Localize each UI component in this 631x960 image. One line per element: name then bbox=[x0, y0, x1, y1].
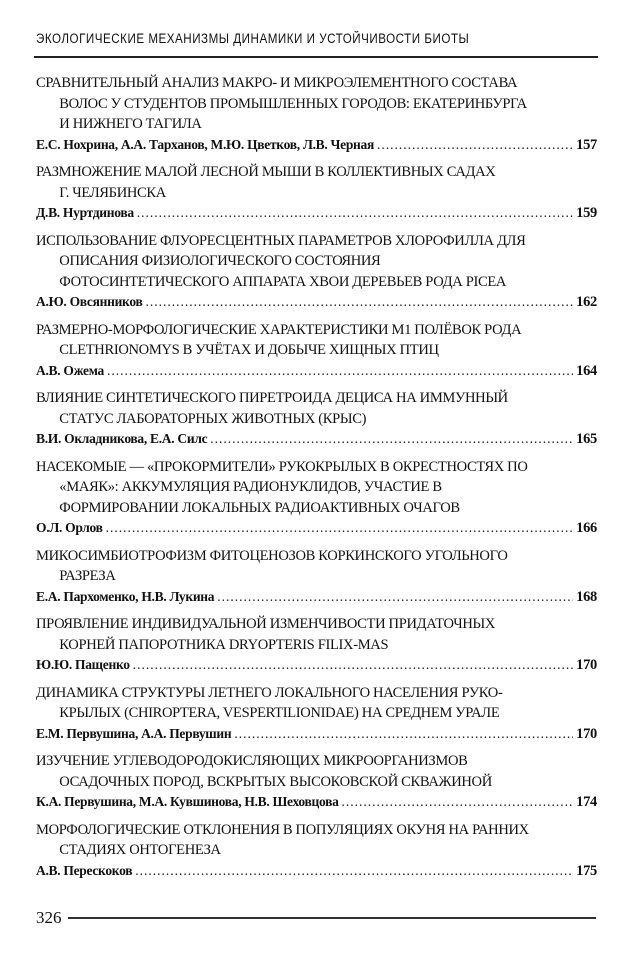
entry-title-line: И НИЖНЕГО ТАГИЛА bbox=[59, 116, 202, 132]
entry-page: 159 bbox=[576, 205, 597, 221]
entry-authors: Д.В. Нуртдинова bbox=[36, 205, 134, 220]
table-of-contents bbox=[36, 73, 597, 888]
entry-title-line: ДИНАМИКА СТРУКТУРЫ ЛЕТНЕГО ЛОКАЛЬНОГО НАСЕЛЕНИЯ РУКО- bbox=[36, 684, 503, 701]
entry-authors: В.И. Окладникова, Е.А. Силс bbox=[36, 431, 208, 446]
toc-entry bbox=[36, 73, 597, 155]
toc-entry bbox=[36, 614, 597, 675]
toc-entry bbox=[36, 546, 597, 607]
dot-leader bbox=[133, 655, 573, 674]
entry-title-line: ИЗУЧЕНИЕ УГЛЕВОДОРОДОКИСЛЯЮЩИХ МИКРООРГАНИЗМОВ bbox=[36, 753, 468, 769]
entry-title-line: РАЗМНОЖЕНИЕ МАЛОЙ ЛЕСНОЙ МЫШИ В КОЛЛЕКТИВНЫХ САДАХ bbox=[36, 164, 496, 180]
entry-authors: О.Л. Орлов bbox=[36, 520, 103, 535]
entry-page: 164 bbox=[576, 362, 597, 379]
header-rule bbox=[34, 56, 598, 58]
entry-title-line: СТАДИЯХ ОНТОГЕНЕЗА bbox=[59, 842, 221, 858]
dot-leader bbox=[107, 361, 573, 380]
entry-page: 157 bbox=[576, 136, 597, 153]
entry-authors: Е.С. Нохрина, А.А. Тарханов, М.Ю. Цветков, Л.В. Черная bbox=[36, 136, 374, 152]
dot-leader bbox=[137, 203, 573, 222]
entry-author-line bbox=[36, 203, 597, 223]
entry-author-line bbox=[36, 292, 597, 312]
entry-authors: А.В. Ожема bbox=[36, 362, 105, 378]
entry-page: 165 bbox=[576, 431, 597, 447]
footer-rule bbox=[68, 917, 597, 919]
dot-leader bbox=[377, 135, 573, 154]
entry-author-line bbox=[36, 135, 597, 155]
entry-author-line bbox=[36, 724, 597, 744]
entry-author-line bbox=[36, 792, 597, 812]
dot-leader bbox=[135, 861, 573, 880]
entry-title-line: ВЛИЯНИЕ СИНТЕТИЧЕСКОГО ПИРЕТРОИДА ДЕЦИСА НА ИММУННЫЙ bbox=[36, 390, 508, 406]
entry-page: 166 bbox=[576, 520, 597, 536]
entry-title-line: СТАТУС ЛАБОРАТОРНЫХ ЖИВОТНЫХ (КРЫС) bbox=[59, 410, 367, 427]
entry-authors: А.Ю. Овсянников bbox=[36, 294, 143, 309]
entry-page: 170 bbox=[576, 657, 597, 673]
dot-leader bbox=[106, 518, 574, 537]
entry-title-line: ОСАДОЧНЫХ ПОРОД, ВСКРЫТЫХ ВЫСОКОВСКОЙ СКВАЖИНОЙ bbox=[59, 773, 492, 790]
dot-leader bbox=[145, 292, 573, 311]
toc-entry bbox=[36, 820, 597, 881]
entry-page: 175 bbox=[576, 862, 597, 879]
entry-author-line bbox=[36, 361, 597, 381]
entry-authors: Е.А. Пархоменко, Н.В. Лукина bbox=[36, 588, 215, 604]
entry-title-line: Г. ЧЕЛЯБИНСКА bbox=[59, 184, 166, 201]
entry-author-line bbox=[36, 861, 597, 881]
toc-entry bbox=[36, 320, 597, 381]
dot-leader bbox=[217, 587, 573, 606]
entry-page: 162 bbox=[576, 294, 597, 310]
entry-title-line: ПРОЯВЛЕНИЕ ИНДИВИДУАЛЬНОЙ ИЗМЕНЧИВОСТИ ПРИДАТОЧНЫХ bbox=[36, 616, 496, 632]
entry-author-line bbox=[36, 655, 597, 675]
entry-title-line: «МАЯК»: АККУМУЛЯЦИЯ РАДИОНУКЛИДОВ, УЧАСТИЕ В bbox=[59, 479, 442, 495]
toc-entry bbox=[36, 162, 597, 223]
dot-leader bbox=[210, 429, 573, 448]
entry-title-line: МОРФОЛОГИЧЕСКИЕ ОТКЛОНЕНИЯ В ПОПУЛЯЦИЯХ ОКУНЯ НА РАННИХ bbox=[36, 821, 529, 838]
dot-leader bbox=[234, 724, 573, 743]
entry-title-line: КОРНЕЙ ПАПОРОТНИКА DRYOPTERIS FILIX-MAS bbox=[59, 636, 389, 653]
running-header: ЭКОЛОГИЧЕСКИЕ МЕХАНИЗМЫ ДИНАМИКИ И УСТОЙЧИВОСТИ БИОТЫ bbox=[36, 31, 470, 46]
entry-authors: А.В. Перескоков bbox=[36, 862, 133, 878]
entry-author-line bbox=[36, 518, 597, 538]
entry-title-line: НАСЕКОМЫЕ — «ПРОКОРМИТЕЛИ» РУКОКРЫЛЫХ В ОКРЕСТНОСТЯХ ПО bbox=[36, 458, 528, 475]
toc-entry bbox=[36, 388, 597, 449]
entry-page: 174 bbox=[576, 794, 597, 810]
entry-title-line: ИСПОЛЬЗОВАНИЕ ФЛУОРЕСЦЕНТНЫХ ПАРАМЕТРОВ ХЛОРОФИЛЛА ДЛЯ bbox=[36, 232, 526, 249]
entry-page: 170 bbox=[576, 725, 597, 742]
entry-title-line: РАЗРЕЗА bbox=[59, 568, 116, 584]
entry-title-line: ФОТОСИНТЕТИЧЕСКОГО АППАРАТА ХВОИ ДЕРЕВЬЕВ РОДА PICEA bbox=[59, 273, 507, 290]
page-footer bbox=[36, 908, 596, 928]
page-number: 326 bbox=[36, 908, 62, 927]
entry-title-line: СРАВНИТЕЛЬНЫЙ АНАЛИЗ МАКРО- И МИКРОЭЛЕМЕНТНОГО СОСТАВА bbox=[36, 75, 518, 91]
entry-page: 168 bbox=[576, 588, 597, 605]
entry-title-line: ФОРМИРОВАНИИ ЛОКАЛЬНЫХ РАДИОАКТИВНЫХ ОЧАГОВ bbox=[59, 499, 460, 516]
toc-entry bbox=[36, 231, 597, 313]
entry-authors: Е.М. Первушина, А.А. Первушин bbox=[36, 725, 232, 741]
entry-title-line: КРЫЛЫХ (CHIROPTERA, VESPERTILIONIDAE) НА СРЕДНЕМ УРАЛЕ bbox=[59, 705, 500, 721]
entry-author-line bbox=[36, 429, 597, 449]
entry-title-line: ВОЛОС У СТУДЕНТОВ ПРОМЫШЛЕННЫХ ГОРОДОВ: ЕКАТЕРИНБУРГА bbox=[59, 95, 527, 112]
entry-title-line: CLETHRIONOMYS В УЧЁТАХ И ДОБЫЧЕ ХИЩНЫХ ПТИЦ bbox=[59, 342, 439, 358]
toc-entry bbox=[36, 683, 597, 744]
toc-entry bbox=[36, 457, 597, 539]
entry-title-line: ОПИСАНИЯ ФИЗИОЛОГИЧЕСКОГО СОСТОЯНИЯ bbox=[59, 253, 381, 269]
entry-author-line bbox=[36, 587, 597, 607]
entry-title-line: МИКОСИМБИОТРОФИЗМ ФИТОЦЕНОЗОВ КОРКИНСКОГО УГОЛЬНОГО bbox=[36, 547, 508, 564]
entry-authors: Ю.Ю. Пащенко bbox=[36, 657, 130, 672]
toc-entry bbox=[36, 751, 597, 812]
entry-authors: К.А. Первушина, М.А. Кувшинова, Н.В. Шеховцова bbox=[36, 794, 339, 809]
dot-leader bbox=[342, 792, 574, 811]
entry-title-line: РАЗМЕРНО-МОРФОЛОГИЧЕСКИЕ ХАРАКТЕРИСТИКИ М1 ПОЛЁВОК РОДА bbox=[36, 321, 522, 338]
